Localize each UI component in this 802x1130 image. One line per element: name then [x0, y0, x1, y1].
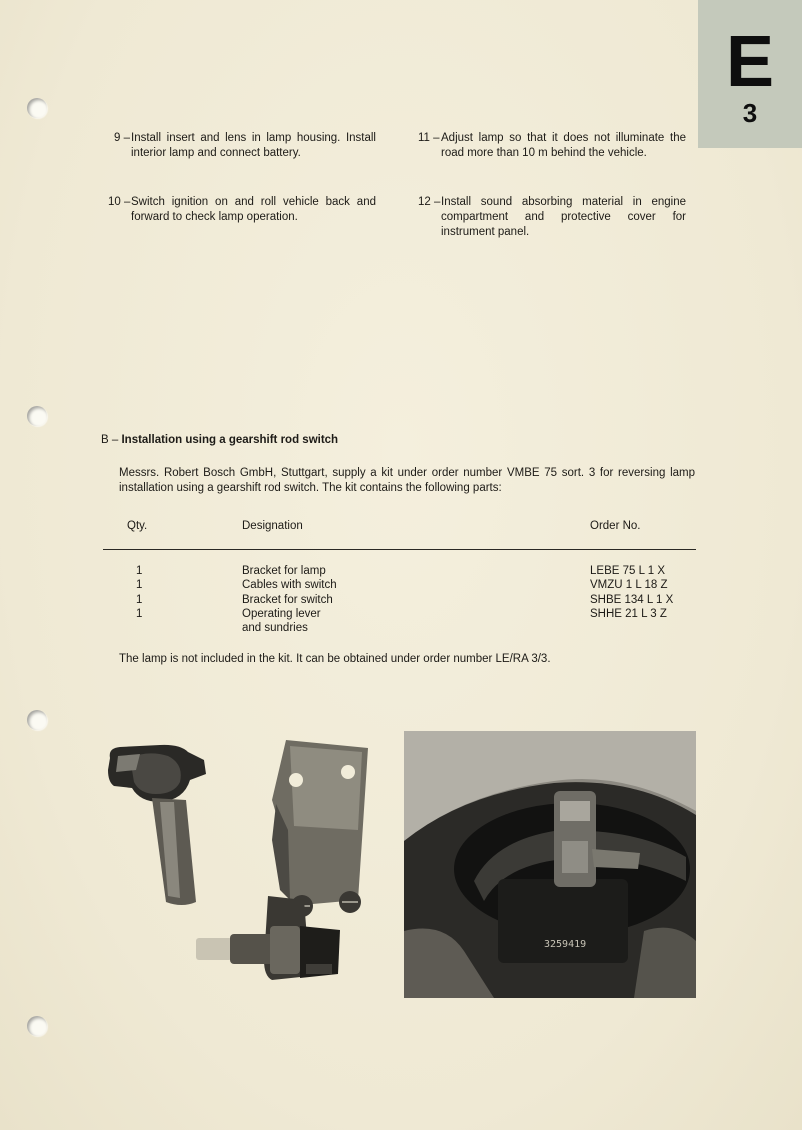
table-cell-qty: 1 [136, 579, 143, 591]
table-cell-order: SHHE 21 L 3 Z [590, 608, 667, 620]
section-title: Installation using a gearshift rod switch [121, 434, 339, 446]
lamp-bracket-part [108, 745, 206, 905]
table-cell-order: VMZU 1 L 18 Z [590, 579, 668, 591]
section-number: 3 [742, 98, 758, 128]
table-cell-designation: Operating lever [242, 608, 321, 620]
punch-hole [27, 98, 47, 118]
table-cell-order: SHBE 134 L 1 X [590, 594, 674, 606]
step-number: 9 – [114, 132, 130, 144]
section-prefix: B – [101, 434, 119, 446]
section-heading [101, 434, 338, 446]
table-cell-qty: 1 [136, 594, 143, 606]
kit-parts-photo [100, 730, 390, 990]
step-text: Install insert and lens in lamp housing. Install interior lamp and connect battery. [131, 132, 376, 159]
installed-switch-photo [404, 731, 696, 998]
section-tab [698, 0, 802, 148]
column-header-designation: Designation [242, 520, 303, 532]
step-text: Adjust lamp so that it does not illuminate the road more than 10 m behind the vehicle. [441, 132, 686, 159]
step-text: Install sound absorbing material in engine compartment and protective cover for instrument panel. [441, 196, 686, 238]
punch-hole [27, 406, 47, 426]
intro-paragraph: Messrs. Robert Bosch GmbH, Stuttgart, supply a kit under order number VMBE 75 sort. 3 for reversing lamp installation using a gearshift rod switch. The kit contains the following parts: [119, 467, 695, 494]
punch-hole [27, 710, 47, 730]
switch-bracket-part [272, 740, 368, 917]
column-header-order: Order No. [590, 520, 641, 532]
kit-note: The lamp is not included in the kit. It can be obtained under order number LE/RA 3/3. [119, 653, 551, 665]
table-cell-order: LEBE 75 L 1 X [590, 565, 666, 577]
column-header-qty: Qty. [127, 520, 148, 532]
part-number-stamp: 3259419 [544, 939, 587, 950]
section-letter: E [725, 22, 775, 102]
step-text: Switch ignition on and roll vehicle back and forward to check lamp operation. [131, 196, 376, 223]
table-cell-designation: Cables with switch [242, 579, 337, 591]
table-cell-designation-continued: and sundries [242, 622, 308, 634]
step-number: 12 – [418, 196, 441, 208]
table-cell-qty: 1 [136, 608, 143, 620]
table-rule [103, 549, 696, 550]
punch-hole [27, 1016, 47, 1036]
table-cell-designation: Bracket for lamp [242, 565, 326, 577]
gearshift-switch-part [196, 896, 340, 980]
table-cell-qty: 1 [136, 565, 143, 577]
step-number: 11 – [418, 132, 440, 144]
step-number: 10 – [108, 196, 131, 208]
table-cell-designation: Bracket for switch [242, 594, 333, 606]
